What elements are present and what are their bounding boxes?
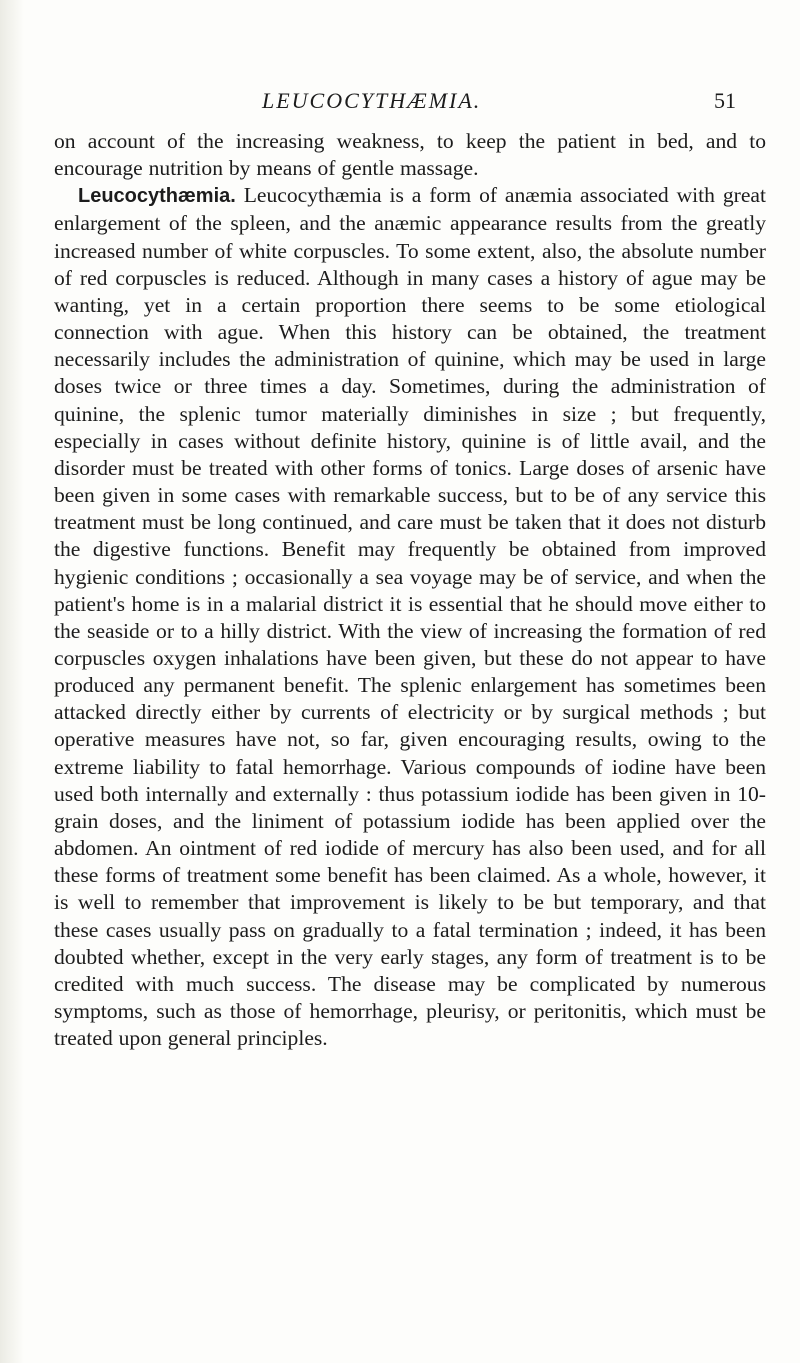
section-heading: Leucocythæmia.: [78, 185, 236, 208]
running-title: LEUCOCYTHÆMIA.: [262, 88, 482, 113]
paragraph-continuation: on account of the increasing weakness, to keep the patient in bed, and to encourage nutrition by means of gentle massage.: [54, 129, 766, 181]
paragraph-body: Leucocythæmia is a form of anæmia associated with great enlargement of the spleen, and the anæmic appearance results from the greatly increased number of white corpuscles. To some extent, also, the absolute number of red corpuscles is reduced. Although in many cases a history of ague may be wanting, yet in a certain proportion there seems to be some etiological connection with ague. When this history can be obtained, the treatment necessarily includes the administration of quinine, which may be used in large doses twice or three times a day. Sometimes, during the administration of quinine, the splenic tumor materially diminishes in size ; but frequently, especially in cases without definite history, quinine is of little avail, and the disorder must be treated with other forms of tonics. Large doses of arsenic have been given in some cases with remarkable success, but to be of any service this treatment must be long continued, and care must be taken that it does not disturb the digestive functions. Benefit may frequently be obtained from improved hygienic conditions ; occasionally a sea voyage may be of service, and when the patient's home is in a malarial district it is essential that he should move either to the seaside or to a hilly district. With the view of increasing the formation of red corpuscles oxygen inhalations have been given, but these do not appear to have produced any permanent benefit. The splenic enlargement has sometimes been attacked directly either by currents of electricity or by surgical methods ; but operative measures have not, so far, given encouraging results, owing to the extreme liability to fatal hemorrhage. Various compounds of iodine have been used both internally and externally : thus potassium iodide has been given in 10-grain doses, and the liniment of potassium iodide has been applied over the abdomen. An ointment of red iodide of mercury has also been used, and for all these forms of treatment some benefit has been claimed. As a whole, however, it is well to remember that improvement is likely to be but temporary, and that these cases usually pass on gradually to a fatal termination ; indeed, it has been doubted whether, except in the very early stages, any form of treatment is to be credited with much success. The disease may be complicated by numerous symptoms, such as those of hemorrhage, pleurisy, or peritonitis, which must be treated upon general principles.: [54, 183, 766, 1051]
page-number: 51: [714, 88, 736, 113]
page-gutter-shadow: [0, 0, 24, 1363]
page-body: [54, 128, 766, 1052]
paragraph-leucocythaemia: [54, 182, 766, 1052]
page-header: [0, 88, 800, 118]
